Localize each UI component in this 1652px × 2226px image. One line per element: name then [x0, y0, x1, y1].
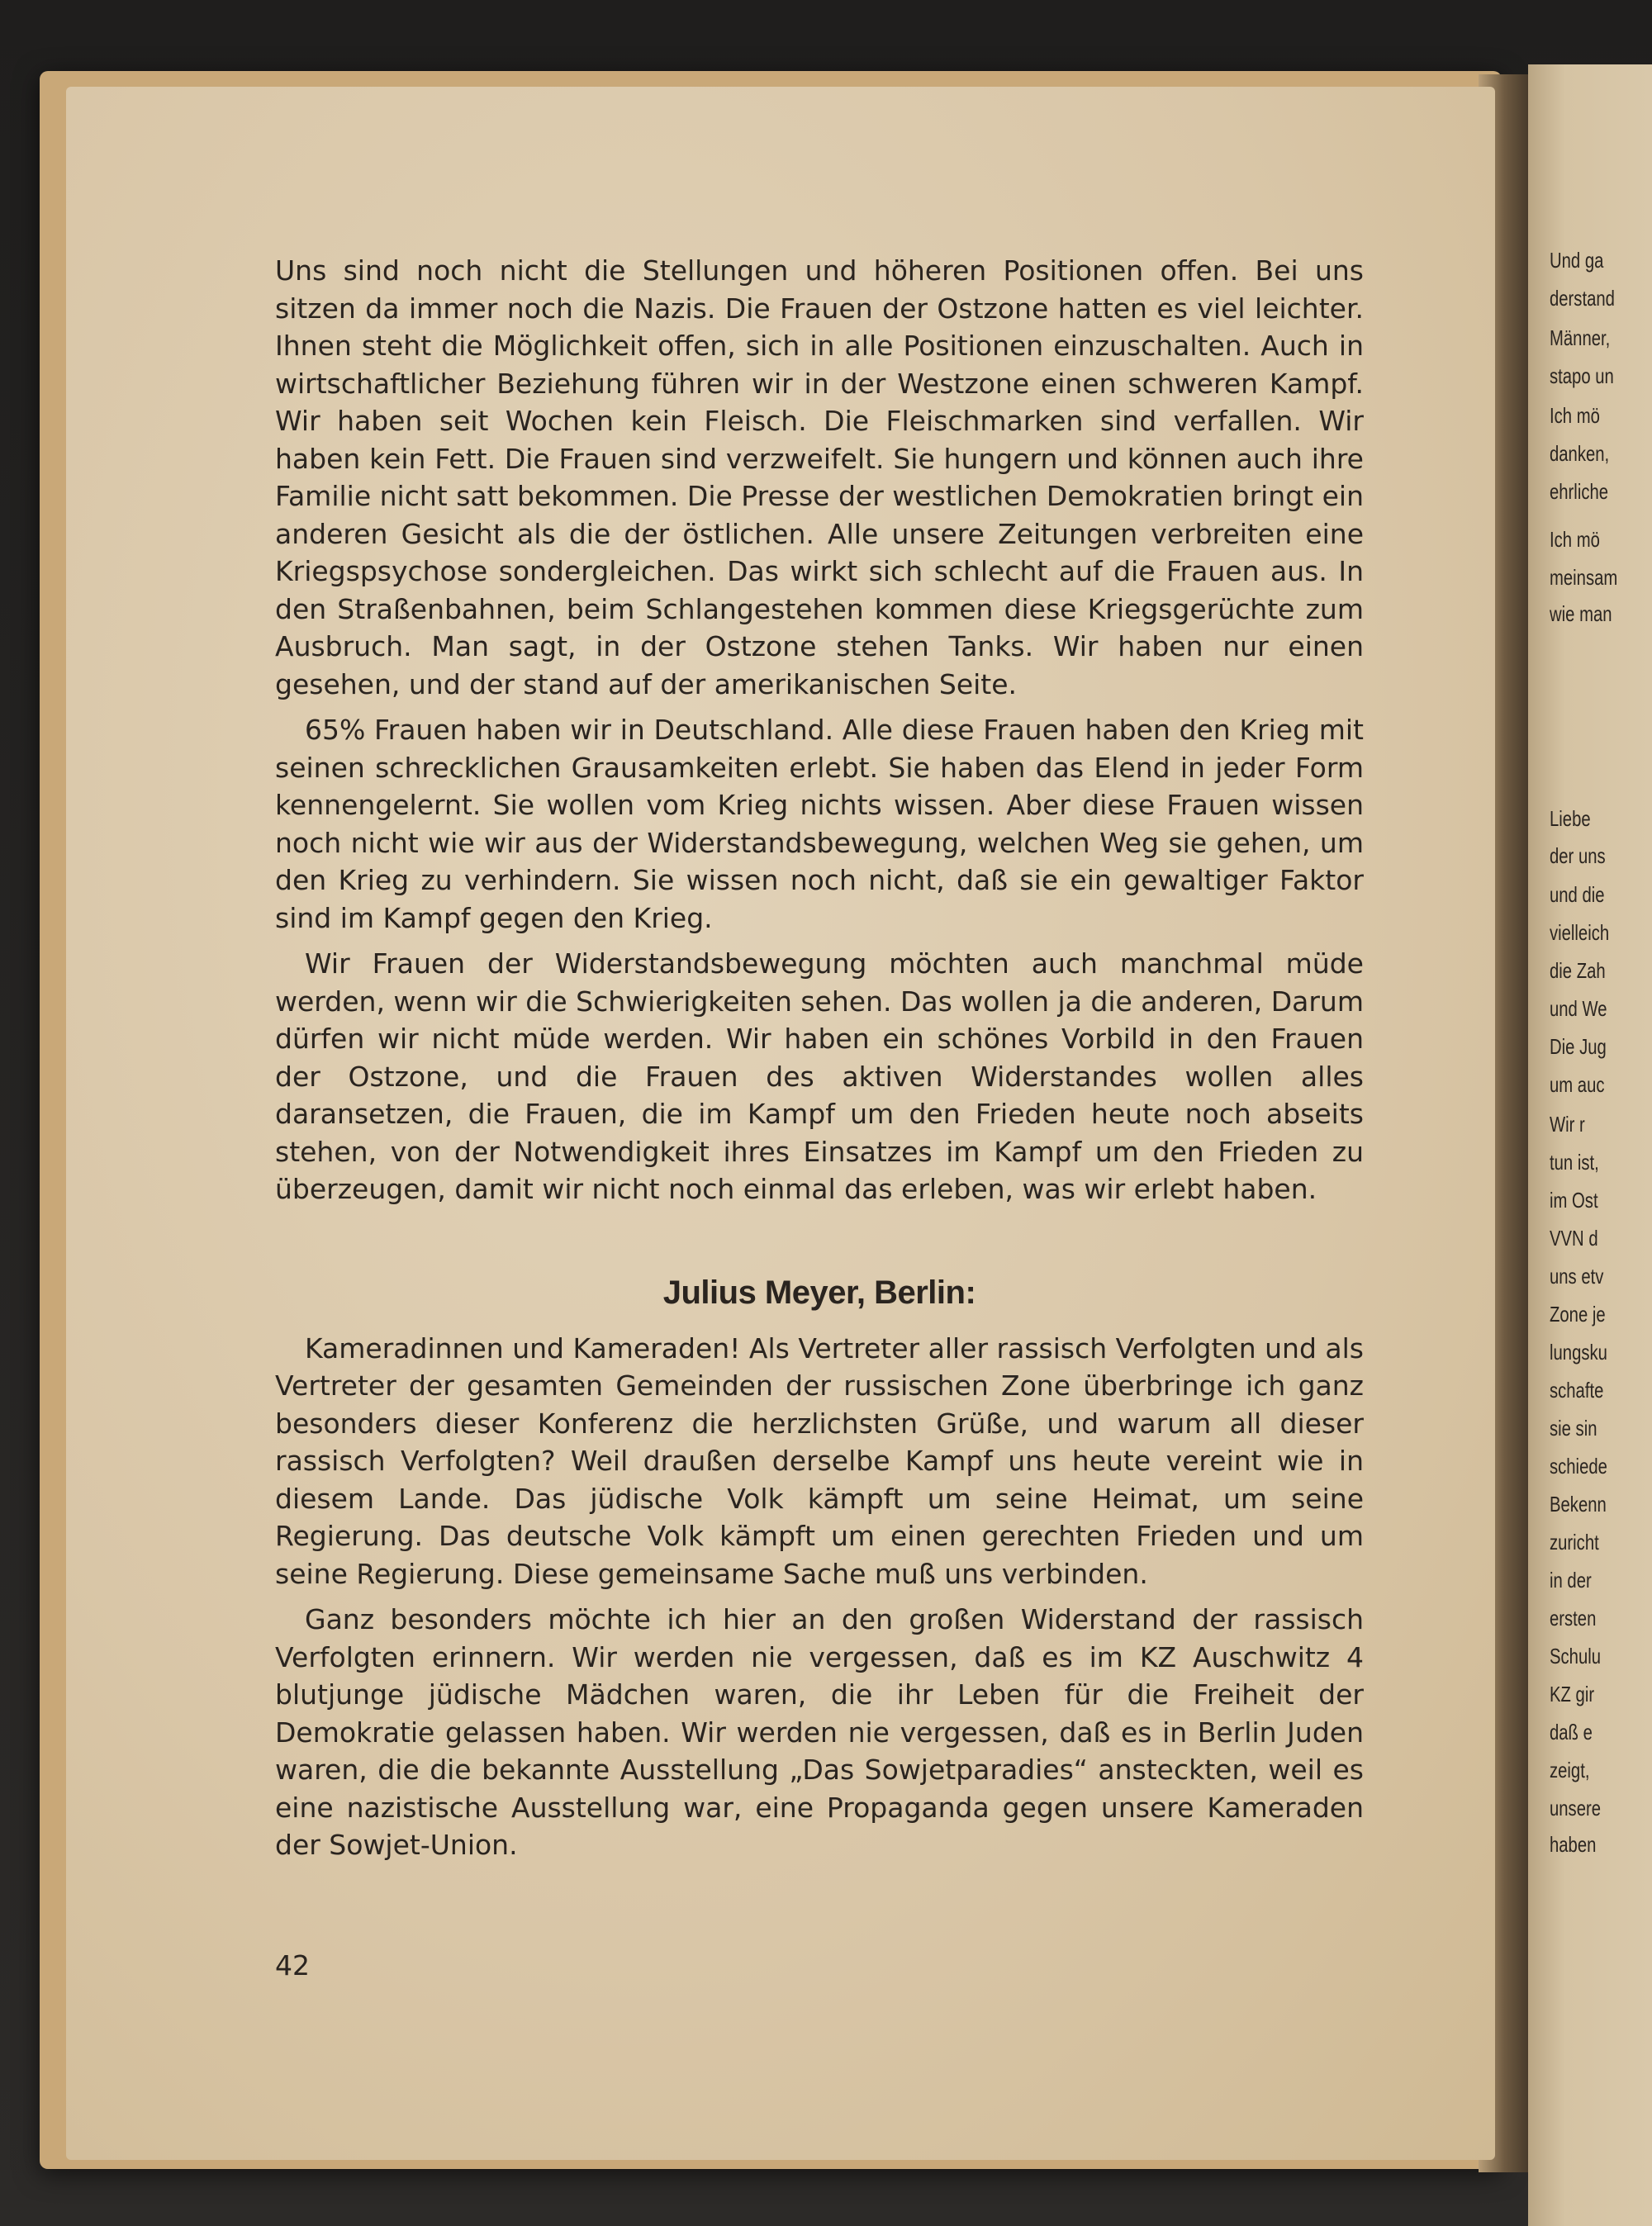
right-page-fragment: Zone je [1550, 1302, 1606, 1327]
paragraph: 65% Frauen haben wir in Deutschland. Alle diese Frauen haben den Krieg mit seinen schrecklichen Grausamkeiten erlebt. Sie haben das Elend in jeder Form kennengelernt. Sie wollen vom Krieg nichts wissen. Aber diese Frauen wissen noch nicht wie wir aus der Widerstandsbewegung, welchen Weg sie gehen, um den Krieg zu verhindern. Sie wissen noch nicht, daß sie ein gewaltiger Faktor sind im Kampf gegen den Krieg. [275, 714, 1364, 934]
right-page-fragment: und die [1550, 882, 1605, 907]
right-page-fragment: VVN d [1550, 1226, 1598, 1251]
right-page-fragment: um auc [1550, 1072, 1605, 1097]
right-page-fragment: ehrliche [1550, 479, 1609, 504]
right-page-fragment: daß e [1550, 1720, 1593, 1744]
page-text [275, 252, 1364, 1872]
right-page-fragment: uns etv [1550, 1264, 1604, 1289]
right-page-fragment: Männer, [1550, 325, 1611, 350]
right-page-fragment: Schulu [1550, 1644, 1602, 1668]
right-page-partial [1528, 64, 1652, 2226]
right-page-fragment: derstand [1550, 286, 1615, 311]
right-page-fragment: stapo un [1550, 363, 1614, 388]
right-page-fragment: zuricht [1550, 1530, 1599, 1554]
right-page-fragment: die Zah [1550, 958, 1606, 983]
right-page-fragment: Liebe [1550, 806, 1591, 831]
right-page-fragment: tun ist, [1550, 1150, 1599, 1175]
right-page-fragment: haben [1550, 1832, 1597, 1857]
right-page-fragment: im Ost [1550, 1188, 1598, 1213]
right-page-fragment: sie sin [1550, 1416, 1597, 1440]
right-page-fragment: schiede [1550, 1454, 1607, 1478]
page-number: 42 [275, 1949, 310, 1982]
paragraph: Ganz besonders möchte ich hier an den großen Widerstand der rassisch Verfolgten erinnern. Wir werden nie vergessen, daß es im KZ Auschwitz 4 blutjunge jüdische Mädchen waren, die ihr Leben für die Freiheit der Demokratie gelassen haben. Wir werden nie vergessen, daß es in Berlin Juden waren, die die bekannte Ausstellung „Das Sowjetparadies“ ansteckten, weil es eine nazistische Ausstellung war, eine Propaganda gegen unsere Kameraden der Sowjet-Union. [275, 1603, 1364, 1861]
right-page-fragment: schafte [1550, 1378, 1604, 1403]
right-page-fragment: meinsam [1550, 565, 1618, 590]
right-page-fragment: und We [1550, 996, 1607, 1021]
right-page-fragment: in der [1550, 1568, 1592, 1592]
right-page-fragment: KZ gir [1550, 1682, 1595, 1706]
right-page-fragment: ersten [1550, 1606, 1597, 1630]
right-page-fragment: Und ga [1550, 248, 1604, 273]
paragraph: Kameradinnen und Kameraden! Als Vertreter aller rassisch Verfolgten und als Vertreter der gesamten Gemeinden der russischen Zone überbringe ich ganz besonders dieser Konferenz die herzlichsten Grüße, und warum all dieser rassisch Verfolgten? Weil draußen derselbe Kampf uns heute vereint wie in diesem Lande. Das jüdische Volk kämpft um seine Heimat, um seine Regierung. Das deutsche Volk kämpft um einen gerechten Frieden und um seine Regierung. Diese gemeinsame Sache muß uns verbinden. [275, 1331, 1364, 1590]
right-page-fragment: der uns [1550, 843, 1606, 868]
right-page-fragment: Ich mö [1550, 403, 1600, 428]
speaker-heading: Julius Meyer, Berlin: [662, 1274, 976, 1311]
right-page-fragment: wie man [1550, 601, 1612, 626]
right-page-fragment: Die Jug [1550, 1034, 1607, 1059]
paragraph: Uns sind noch nicht die Stellungen und höheren Positionen offen. Bei uns sitzen da immer noch die Nazis. Die Frauen der Ostzone hatten es viel leichter. Ihnen steht die Möglichkeit offen, sich in alle Positionen einzuschalten. Auch in wirtschaftlicher Beziehung führen wir in der Westzone einen schweren Kampf. Wir haben seit Wochen kein Fleisch. Die Fleischmarken sind verfallen. Wir haben kein Fett. Die Frauen sind verzweifelt. Sie hungern und können auch ihre Familie nicht satt bekommen. Die Presse der westlichen Demokratien bringt ein anderen Gesicht als die der östlichen. Alle unsere Zeitungen verbreiten eine Kriegspsychose sondergleichen. Das wirkt sich schlecht auf die Frauen aus. In den Straßenbahnen, beim Schlangestehen kommen diese Kriegsgerüchte zum Ausbruch. Man sagt, in der Ostzone stehen Tanks. Wir haben nur einen gesehen, und der stand auf der amerikanischen Seite. [275, 254, 1364, 700]
right-page-fragment: danken, [1550, 441, 1610, 466]
paragraph: Wir Frauen der Widerstandsbewegung möchten auch manchmal müde werden, wenn wir die Schwierigkeiten sehen. Das wollen ja die anderen, Darum dürfen wir nicht müde werden. Wir haben ein schönes Vorbild in den Frauen der Ostzone, und die Frauen des aktiven Widerstandes wollen alles daransetzen, die Frauen, die im Kampf um den Frieden heute noch abseits stehen, von der Notwendigkeit ihres Einsatzes im Kampf um den Frieden zu überzeugen, damit wir nicht noch einmal das erleben, was wir erlebt haben. [275, 947, 1364, 1205]
right-page-fragment: Ich mö [1550, 527, 1600, 552]
right-page-fragment: zeigt, [1550, 1758, 1590, 1782]
right-page-fragment: unsere [1550, 1796, 1602, 1820]
right-page-fragment: vielleich [1550, 920, 1610, 945]
right-page-fragment: Bekenn [1550, 1492, 1607, 1516]
right-page-fragment: lungsku [1550, 1340, 1607, 1365]
right-page-fragment: Wir r [1550, 1112, 1585, 1137]
